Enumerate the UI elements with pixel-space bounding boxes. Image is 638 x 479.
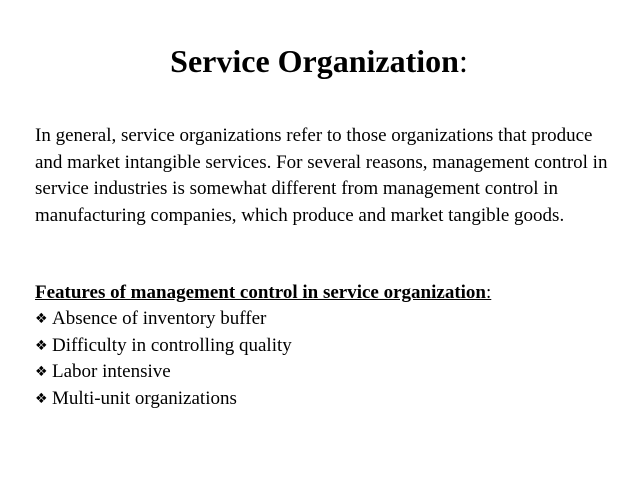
- features-heading-text: Features of management control in service organization: [35, 282, 486, 303]
- feature-item: [35, 333, 292, 360]
- features-list: [35, 306, 292, 412]
- diamond-bullet-icon: ❖: [35, 390, 48, 407]
- diamond-bullet-icon: ❖: [35, 337, 48, 354]
- features-heading: [35, 280, 625, 307]
- feature-item-label: Multi-unit organizations: [52, 387, 237, 409]
- slide-title: [0, 41, 638, 81]
- intro-paragraph: In general, service organizations refer to those organizations that produce and market intangible services. For several reasons, management control in service industries is somewhat different from management control in manufacturing companies, which produce and market tangible goods.: [35, 125, 608, 226]
- title-colon: :: [458, 43, 468, 79]
- feature-item-label: Labor intensive: [52, 361, 171, 382]
- diamond-bullet-icon: ❖: [35, 364, 48, 380]
- feature-item-label: Absence of inventory buffer: [52, 308, 267, 329]
- feature-item: [35, 359, 292, 386]
- features-heading-colon: :: [486, 282, 492, 303]
- title-text: Service Organization: [170, 43, 459, 79]
- feature-item-label: Difficulty in controlling quality: [52, 334, 292, 356]
- feature-item: [35, 386, 292, 413]
- diamond-bullet-icon: ❖: [35, 311, 48, 327]
- feature-item: [35, 306, 292, 333]
